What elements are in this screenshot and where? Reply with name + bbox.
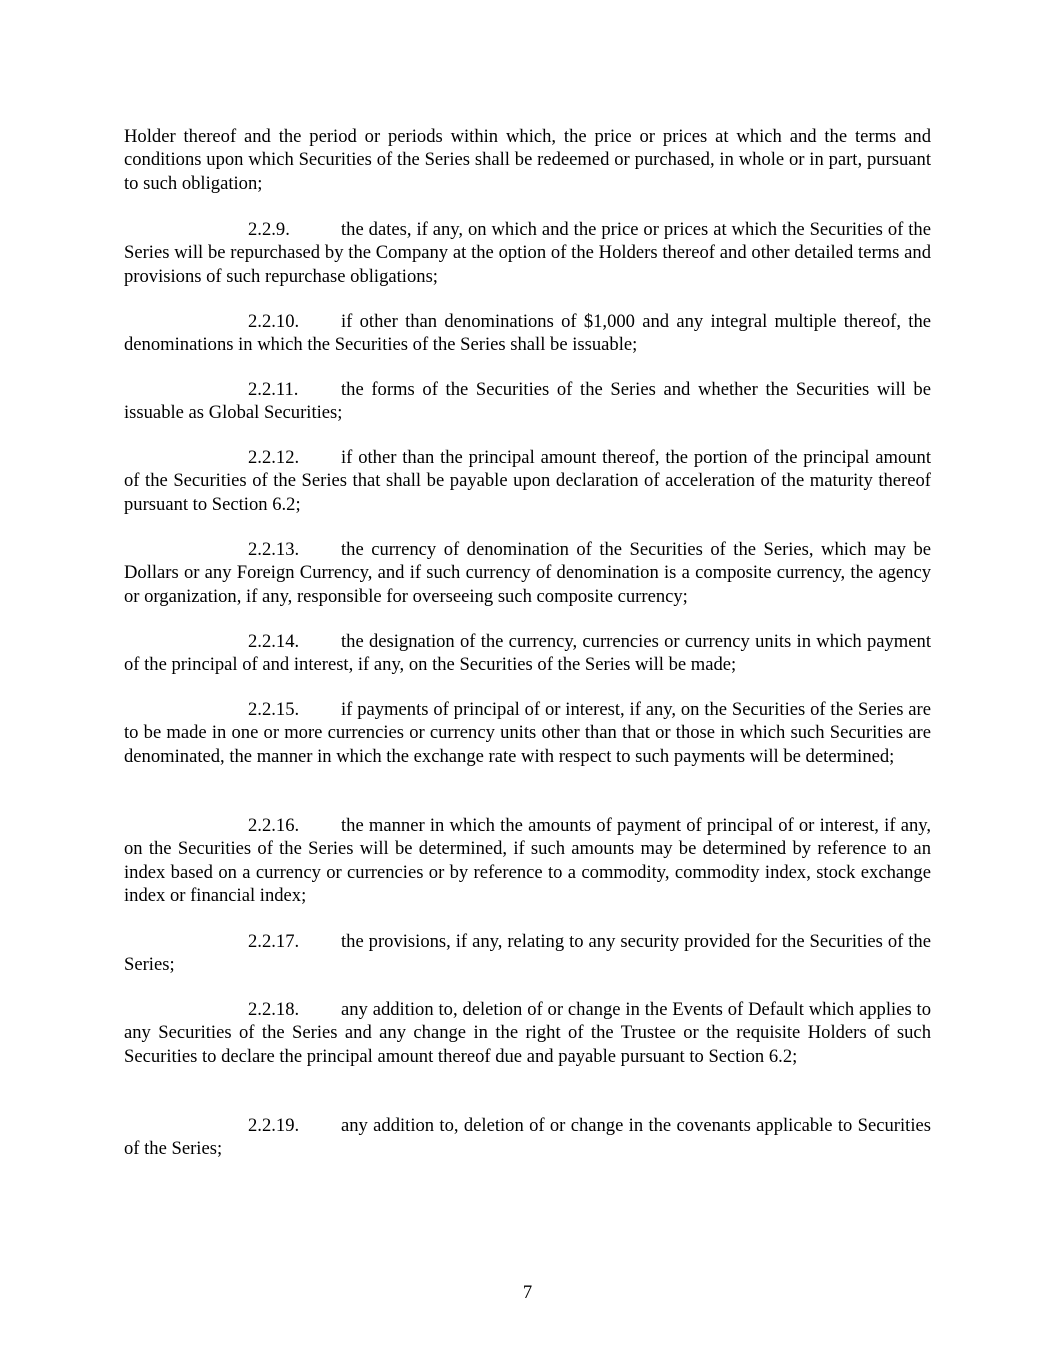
clause-text: the currency of denomination of the Securities of the Series, which may be Dollars or any Foreign Currency, and if such currency of denomination is a composite currency, the agency or organization, if any, responsible for overseeing such composite currency; (124, 539, 931, 607)
clause-number: 2.2.12. (248, 447, 300, 468)
clause-text: the designation of the currency, currencies or currency units in which payment of the principal of and interest, if any, on the Securities of the Series will be made; (124, 631, 931, 676)
clause-text: the provisions, if any, relating to any security provided for the Securities of the Series; (124, 931, 931, 976)
clause-2-2-15 (124, 698, 931, 768)
continuation-paragraph (124, 125, 931, 195)
clause-number: 2.2.16. (248, 815, 300, 836)
clause-text: if payments of principal of or interest, if any, on the Securities of the Series are to be made in one or more currencies or currency units other than that or those in which such Securities are denominated, the manner in which the exchange rate with respect to such payments will be determined; (124, 699, 931, 767)
clause-2-2-10 (124, 310, 931, 357)
clause-text: if other than denominations of $1,000 and any integral multiple thereof, the denominations in which the Securities of the Series shall be issuable; (124, 311, 931, 356)
clause-number: 2.2.19. (248, 1115, 300, 1136)
clause-text: the manner in which the amounts of payment of principal of or interest, if any, on the Securities of the Series will be determined, if such amounts may be determined by reference to an index based on a currency or currencies or by reference to a commodity, commodity index, stock exchange index or financial index; (124, 815, 931, 906)
clause-2-2-16 (124, 814, 931, 907)
clause-2-2-12 (124, 446, 931, 516)
clause-text: the dates, if any, on which and the price or prices at which the Securities of the Series will be repurchased by the Company at the option of the Holders thereof and other detailed terms and provisions of such repurchase obligations; (124, 219, 931, 287)
clause-2-2-14 (124, 630, 931, 677)
clause-number: 2.2.11. (248, 379, 299, 400)
clause-text: if other than the principal amount thereof, the portion of the principal amount of the Securities of the Series that shall be payable upon declaration of acceleration of the maturity thereof pursuant to Section 6.2; (124, 447, 931, 515)
clause-text: any addition to, deletion of or change in the covenants applicable to Securities of the Series; (124, 1115, 931, 1160)
page-number: 7 (522, 1282, 533, 1303)
clause-number: 2.2.9. (248, 219, 290, 240)
clause-2-2-18 (124, 998, 931, 1068)
clause-number: 2.2.15. (248, 699, 300, 720)
clause-2-2-13 (124, 538, 931, 608)
clause-number: 2.2.18. (248, 999, 300, 1020)
clause-2-2-9 (124, 218, 931, 288)
clause-2-2-17 (124, 930, 931, 977)
clause-text: the forms of the Securities of the Series and whether the Securities will be issuable as Global Securities; (124, 379, 931, 424)
clause-number: 2.2.13. (248, 539, 300, 560)
clause-number: 2.2.17. (248, 931, 300, 952)
clause-number: 2.2.14. (248, 631, 300, 652)
clause-text: any addition to, deletion of or change in the Events of Default which applies to any Securities of the Series and any change in the right of the Trustee or the requisite Holders of such Securities to declare the principal amount thereof due and payable pursuant to Section 6.2; (124, 999, 931, 1067)
clause-number: 2.2.10. (248, 311, 300, 332)
paragraph-text: Holder thereof and the period or periods within which, the price or prices at which and the terms and conditions upon which Securities of the Series shall be redeemed or purchased, in whole or in part, pursuant to such obligation; (124, 126, 931, 194)
clause-2-2-11 (124, 378, 931, 425)
clause-2-2-19 (124, 1114, 931, 1161)
